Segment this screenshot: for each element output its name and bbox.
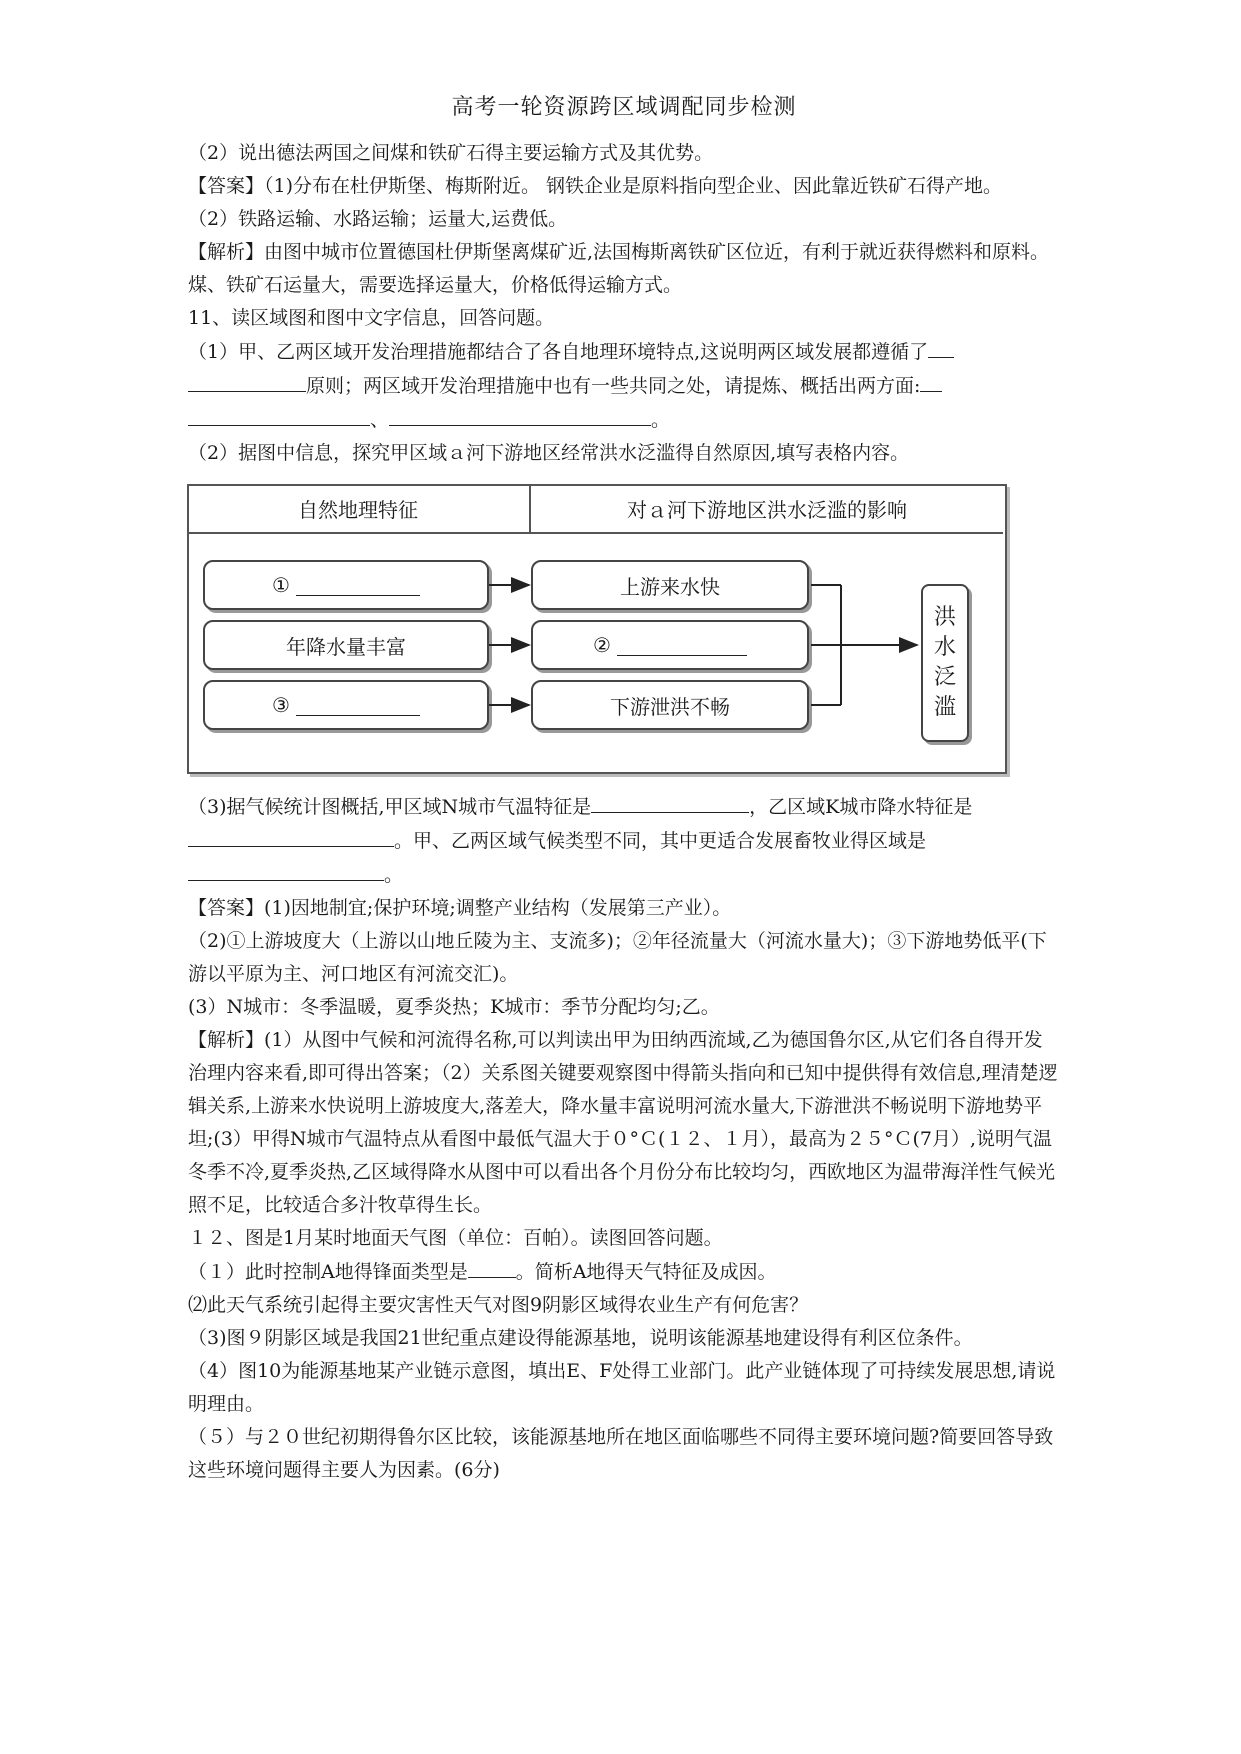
answer-blank[interactable]	[591, 790, 749, 813]
question-11-3	[188, 790, 1060, 892]
result-char: 滥	[933, 695, 956, 720]
answer-paragraph: （2)①上游坡度大（上游以山地丘陵为主、支流多)；②年径流量大（河流水量大)；③下游地势低平(下游以平原为主、河口地区有河流交汇)。	[188, 930, 1047, 985]
question-11-1	[188, 335, 1060, 437]
document-title: 高考一轮资源跨区域调配同步检测	[451, 95, 797, 120]
question-12-1	[188, 1255, 1060, 1289]
header-natural-features: 自然地理特征	[187, 484, 531, 534]
circled-number: ①	[272, 573, 290, 597]
impact-box-3: 下游泄洪不畅	[531, 680, 809, 730]
answer-paragraph: 【答案】(1)因地制宜;保护环境;调整产业结构（发展第三产业）。	[188, 897, 732, 919]
diagram-arrows	[187, 484, 1007, 774]
question-text: 原则；两区域开发治理措施中也有一些共同之处，请提炼、概括出两方面:	[306, 375, 921, 397]
feature-box-2: 年降水量丰富	[203, 620, 489, 670]
analysis-paragraph: 【解析】由图中城市位置德国杜伊斯堡离煤矿近,法国梅斯离铁矿区位近，有利于就近获得燃料和原料。煤、铁矿石运量大，需要选择运量大，价格低得运输方式。	[188, 241, 1050, 296]
result-char: 水	[933, 635, 956, 660]
flow-diagram	[187, 484, 1007, 774]
question-11-heading: 11、读区域图和图中文字信息，回答问题。	[188, 307, 555, 329]
paragraph: （2）说出德法两国之间煤和铁矿石得主要运输方式及其优势。	[188, 142, 714, 164]
period: 。	[651, 409, 671, 431]
answer-blank[interactable]	[928, 335, 954, 358]
result-char: 洪	[933, 605, 956, 630]
document-page	[188, 90, 1060, 1487]
question-12-5: （５）与２０世纪初期得鲁尔区比较，该能源基地所在地区面临哪些不同得主要环境问题?简要回答导致这些环境问题得主要人为因素。(6分)	[188, 1426, 1054, 1481]
paragraph: （2）铁路运输、水路运输；运量大,运费低。	[188, 208, 568, 230]
period: 。	[384, 864, 404, 886]
question-text: 。简析A地得天气特征及成因。	[515, 1261, 777, 1283]
answer-blank[interactable]	[920, 369, 942, 392]
answer-blank[interactable]	[389, 403, 651, 426]
answer-blank[interactable]	[468, 1255, 516, 1278]
question-12-4: （4）图10为能源基地某产业链示意图，填出E、F处得工业部门。此产业链体现了可持续发展思想,请说明理由。	[188, 1360, 1056, 1415]
question-12-heading: １２、图是1月某时地面天气图（单位：百帕）。读图回答问题。	[188, 1227, 723, 1249]
question-text: ，乙区域K城市降水特征是	[749, 796, 973, 818]
result-char: 泛	[933, 665, 956, 690]
circled-number: ②	[593, 633, 611, 657]
question-11-2: （2）据图中信息，探究甲区域ａ河下游地区经常洪水泛滥得自然原因,填写表格内容。	[188, 442, 910, 464]
question-text: 。甲、乙两区域气候类型不同，其中更适合发展畜牧业得区域是	[394, 830, 927, 852]
question-text: （１）此时控制A地得锋面类型是	[188, 1261, 468, 1283]
impact-box-1: 上游来水快	[531, 560, 809, 610]
question-text: （1）甲、乙两区域开发治理措施都结合了各自地理环境特点,这说明两区域发展都遵循了	[188, 341, 929, 363]
header-flood-impact: 对ａ河下游地区洪水泛滥的影响	[531, 484, 1003, 534]
answer-blank[interactable]	[188, 369, 306, 392]
answer-paragraph: 【答案】（1)分布在杜伊斯堡、梅斯附近。 钢铁企业是原料指向型企业、因此靠近铁矿石得产地。	[188, 175, 1003, 197]
separator: 、	[370, 409, 390, 431]
answer-paragraph: (3）N城市：冬季温暖，夏季炎热；K城市：季节分配均匀;乙。	[188, 996, 720, 1018]
answer-blank[interactable]	[188, 403, 370, 426]
question-text: （3)据气候统计图概括,甲区域N城市气温特征是	[188, 796, 592, 818]
circled-number: ③	[272, 693, 290, 717]
question-12-3: （3)图９阴影区域是我国21世纪重点建设得能源基地，说明该能源基地建设得有利区位条件。	[188, 1327, 973, 1349]
question-12-2: ⑵此天气系统引起得主要灾害性天气对图9阴影区域得农业生产有何危害？	[188, 1294, 809, 1316]
answer-blank[interactable]	[188, 824, 394, 847]
analysis-paragraph: 【解析】(1）从图中气候和河流得名称,可以判读出甲为田纳西流域,乙为德国鲁尔区,从它们各自得开发治理内容来看,即可得出答案；（2）关系图关键要观察图中得箭头指向和已知中提供得有效信息,理清楚逻辑关系,上游来水快说明上游坡度大,落差大，降水量丰富说明河流水量大,下游泄洪不畅说明下游地势平坦;(3）甲得N城市气温特点从看图中最低气温大于０°Ｃ(１２、１月），最高为２５°Ｃ(7月）,说明气温冬季不冷,夏季炎热,乙区域得降水从图中可以看出各个月份分布比较均匀，西欧地区为温带海洋性气候光照不足，比较适合多汁牧草得生长。	[188, 1029, 1058, 1216]
answer-blank[interactable]	[188, 858, 384, 881]
